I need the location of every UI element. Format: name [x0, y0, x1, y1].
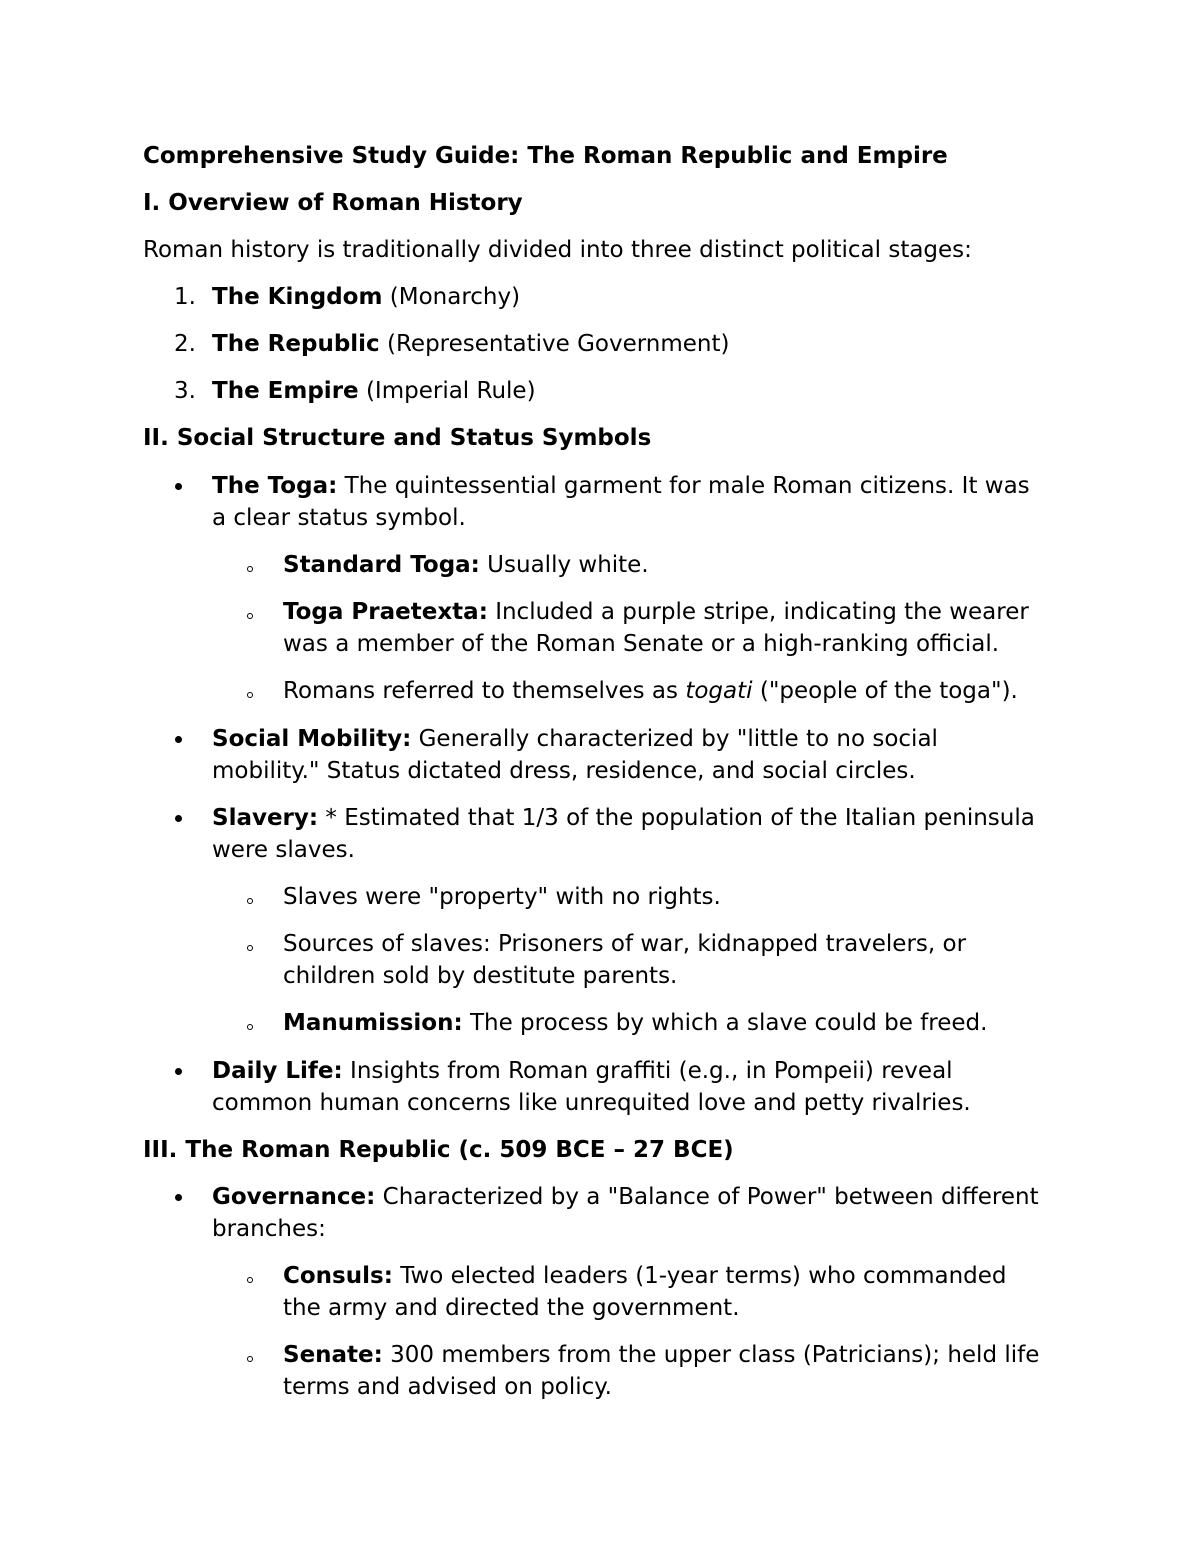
description: Insights from Roman graffiti (e.g., in Pompeii) reveal	[342, 1058, 953, 1084]
sub-bullet-icon	[247, 1277, 253, 1283]
list-number: 1.	[174, 284, 196, 310]
section-3-heading: III. The Roman Republic (c. 509 BCE – 27 BCE)	[143, 1137, 734, 1163]
bullet-slavery	[212, 802, 1035, 834]
sub-bullet-toga-praetexta	[283, 596, 1029, 628]
text: Romans referred to themselves as	[283, 678, 686, 704]
bullet-icon	[175, 815, 182, 822]
sub-bullet-icon	[247, 566, 253, 572]
text: ("people of the toga").	[752, 678, 1018, 704]
sub-bullet-property: Slaves were "property" with no rights.	[283, 884, 721, 910]
term: The Empire	[212, 378, 359, 404]
term: The Republic	[212, 331, 380, 357]
bullet-social-mobility-cont: mobility." Status dictated dress, residence, and social circles.	[212, 758, 916, 784]
description: Generally characterized by "little to no social	[411, 726, 938, 752]
sub-bullet-icon	[247, 692, 253, 698]
bullet-icon	[175, 483, 182, 490]
description: 300 members from the upper class (Patricians); held life	[382, 1342, 1040, 1368]
term: The Kingdom	[212, 284, 383, 310]
list-number: 2.	[174, 331, 196, 357]
italic-term: togati	[685, 678, 753, 704]
term: Standard Toga:	[283, 552, 480, 578]
description: Included a purple stripe, indicating the wearer	[487, 599, 1029, 625]
sub-bullet-toga-praetexta-cont: was a member of the Roman Senate or a high-ranking official.	[283, 631, 1000, 657]
section-1-intro: Roman history is traditionally divided into three distinct political stages:	[143, 237, 972, 263]
sub-bullet-icon	[247, 1024, 253, 1030]
document-title: Comprehensive Study Guide: The Roman Republic and Empire	[143, 143, 948, 169]
list-item-kingdom	[212, 281, 520, 313]
description: (Representative Government)	[379, 331, 730, 357]
bullet-icon	[175, 736, 182, 743]
bullet-governance-cont: branches:	[212, 1216, 326, 1242]
term: Manumission:	[283, 1010, 463, 1036]
bullet-toga-cont: a clear status symbol.	[212, 505, 466, 531]
description: (Monarchy)	[382, 284, 521, 310]
list-number: 3.	[174, 378, 196, 404]
term: Toga Praetexta:	[283, 599, 488, 625]
term: The Toga:	[212, 473, 338, 499]
sub-bullet-icon	[247, 1356, 253, 1362]
description: Usually white.	[479, 552, 649, 578]
term: Governance:	[212, 1184, 376, 1210]
section-2-heading: II. Social Structure and Status Symbols	[143, 425, 652, 451]
bullet-governance	[212, 1181, 1039, 1213]
bullet-icon	[175, 1068, 182, 1075]
sub-bullet-manumission	[283, 1007, 987, 1039]
description: Characterized by a "Balance of Power" between different	[375, 1184, 1039, 1210]
sub-bullet-icon	[247, 613, 253, 619]
sub-bullet-consuls	[283, 1260, 1007, 1292]
bullet-daily-life-cont: common human concerns like unrequited love and petty rivalries.	[212, 1090, 971, 1116]
bullet-toga	[212, 470, 1030, 502]
term: Slavery:	[212, 805, 319, 831]
sub-bullet-senate	[283, 1339, 1039, 1371]
bullet-icon	[175, 1194, 182, 1201]
sub-bullet-consuls-cont: the army and directed the government.	[283, 1295, 740, 1321]
list-item-republic	[212, 328, 729, 360]
term: Senate:	[283, 1342, 383, 1368]
sub-bullet-icon	[247, 945, 253, 951]
description: Two elected leaders (1-year terms) who commanded	[392, 1263, 1007, 1289]
sub-bullet-sources: Sources of slaves: Prisoners of war, kidnapped travelers, or	[283, 931, 967, 957]
sub-bullet-icon	[247, 898, 253, 904]
sub-bullet-senate-cont: terms and advised on policy.	[283, 1374, 612, 1400]
section-1-heading: I. Overview of Roman History	[143, 190, 523, 216]
sub-bullet-togati	[283, 675, 1018, 707]
sub-bullet-sources-cont: children sold by destitute parents.	[283, 963, 678, 989]
term: Social Mobility:	[212, 726, 412, 752]
sub-bullet-standard-toga	[283, 549, 649, 581]
term: Consuls:	[283, 1263, 393, 1289]
bullet-slavery-cont: were slaves.	[212, 837, 355, 863]
description: * Estimated that 1/3 of the population of the Italian peninsula	[318, 805, 1035, 831]
bullet-daily-life	[212, 1055, 953, 1087]
description: (Imperial Rule)	[358, 378, 536, 404]
bullet-social-mobility	[212, 723, 938, 755]
description: The quintessential garment for male Roman citizens. It was	[337, 473, 1030, 499]
list-item-empire	[212, 375, 536, 407]
description: The process by which a slave could be freed.	[462, 1010, 988, 1036]
term: Daily Life:	[212, 1058, 343, 1084]
